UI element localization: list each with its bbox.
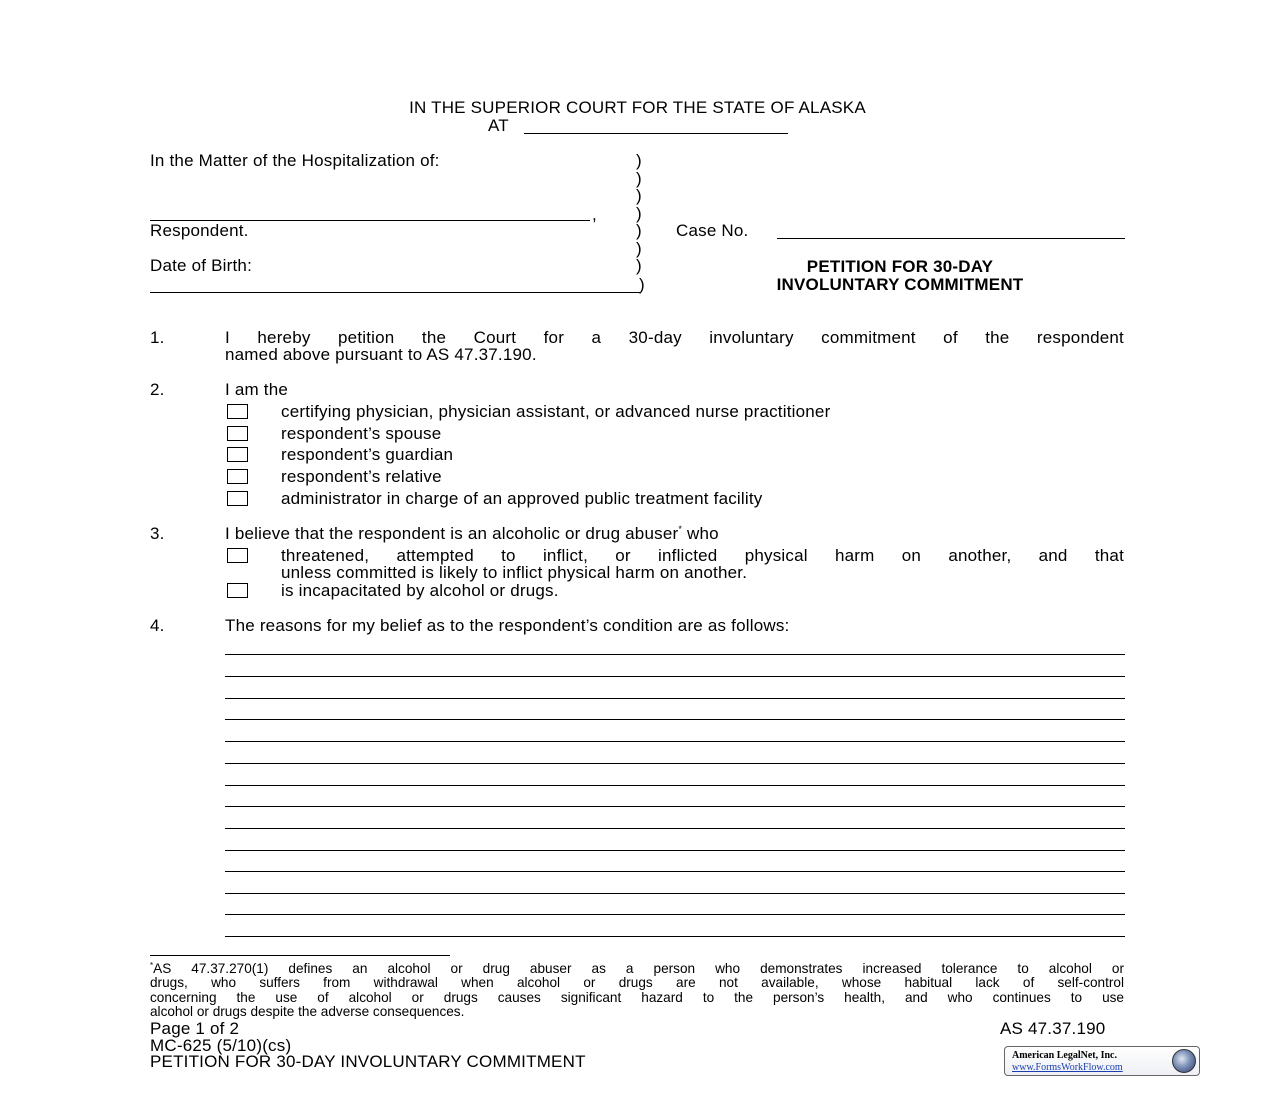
footnote-marker: * (678, 524, 683, 534)
dob-label: Date of Birth: (150, 256, 253, 275)
footnote-asterisk: * (150, 961, 154, 970)
at-label: AT (488, 116, 509, 135)
option-checkbox[interactable] (227, 447, 248, 462)
publisher-url[interactable]: www.FormsWorkFlow.com (1012, 1062, 1123, 1073)
item-number: 2. (150, 380, 165, 399)
option-label: administrator in charge of an approved public treatment facility (281, 489, 763, 508)
footer-form-title: PETITION FOR 30-DAY INVOLUNTARY COMMITMENT (150, 1052, 586, 1071)
footnote-line4: alcohol or drugs despite the adverse consequences. (150, 1004, 465, 1019)
option-checkbox[interactable] (227, 426, 248, 441)
reason-line[interactable] (225, 785, 1125, 786)
comma: , (592, 205, 597, 224)
reason-line[interactable] (225, 914, 1125, 915)
paren: ) (636, 256, 642, 275)
paren: ) (636, 221, 642, 240)
item3-intro-suffix: who (682, 524, 719, 543)
reason-line[interactable] (225, 850, 1125, 851)
option-label: respondent’s guardian (281, 445, 454, 464)
option-label: certifying physician, physician assistant, or advanced nurse practitioner (281, 402, 831, 421)
court-heading: IN THE SUPERIOR COURT FOR THE STATE OF ALASKA (409, 98, 866, 117)
item3-intro-text: I believe that the respondent is an alcoholic or drug abuser (225, 524, 679, 543)
reason-line[interactable] (225, 806, 1125, 807)
matter-label: In the Matter of the Hospitalization of: (150, 151, 440, 170)
case-no-field[interactable] (777, 238, 1125, 239)
footer-statute: AS 47.37.190 (1000, 1019, 1106, 1038)
reason-line[interactable] (225, 741, 1125, 742)
item-number: 4. (150, 616, 165, 635)
page-number: Page 1 of 2 (150, 1019, 240, 1038)
paren: ) (636, 239, 642, 258)
item-number: 3. (150, 524, 165, 543)
paren: ) (636, 204, 642, 223)
dob-field[interactable] (150, 292, 640, 293)
reason-line[interactable] (225, 828, 1125, 829)
option-checkbox[interactable] (227, 491, 248, 506)
form-title-line2: INVOLUNTARY COMMITMENT (776, 275, 1024, 294)
option-checkbox[interactable] (227, 404, 248, 419)
footnote-line2: drugs, who suffers from withdrawal when alcohol or drugs are not available, whose habitual lack of self-control (150, 975, 1124, 990)
item1-text-line2: named above pursuant to AS 47.37.190. (225, 345, 537, 364)
reason-line[interactable] (225, 871, 1125, 872)
item3-option1-line1: threatened, attempted to inflict, or inflicted physical harm on another, and that (281, 546, 1124, 565)
option-checkbox[interactable] (227, 583, 248, 598)
reason-line[interactable] (225, 676, 1125, 677)
item3-intro (225, 524, 719, 544)
item1-text-line1: I hereby petition the Court for a 30-day involuntary commitment of the respondent (225, 328, 1124, 347)
respondent-label: Respondent. (150, 221, 249, 240)
case-no-label: Case No. (676, 221, 749, 240)
paren: ) (636, 186, 642, 205)
item-number: 1. (150, 328, 165, 347)
item3-option2: is incapacitated by alcohol or drugs. (281, 581, 559, 600)
globe-icon (1172, 1049, 1196, 1073)
publisher-name: American LegalNet, Inc. (1012, 1050, 1117, 1061)
paren: ) (636, 151, 642, 170)
paren: ) (636, 169, 642, 188)
reason-line[interactable] (225, 936, 1125, 937)
publisher-logo[interactable] (1004, 1046, 1200, 1076)
footnote-divider (150, 955, 450, 956)
reason-line[interactable] (225, 893, 1125, 894)
footnote-line3: concerning the use of alcohol or drugs causes significant hazard to the person’s health, and who continues to use (150, 990, 1124, 1005)
paren: ) (639, 275, 645, 294)
at-location-field[interactable] (524, 133, 788, 134)
form-title-line1: PETITION FOR 30-DAY (806, 257, 994, 276)
option-label: respondent’s relative (281, 467, 442, 486)
item2-intro: I am the (225, 380, 289, 399)
option-label: respondent’s spouse (281, 424, 442, 443)
reason-line[interactable] (225, 698, 1125, 699)
reason-line[interactable] (225, 719, 1125, 720)
item4-text: The reasons for my belief as to the respondent’s condition are as follows: (225, 616, 790, 635)
option-checkbox[interactable] (227, 548, 248, 563)
reason-line[interactable] (225, 654, 1125, 655)
form-number: MC-625 (5/10)(cs) (150, 1036, 292, 1055)
item3-option1-line2: unless committed is likely to inflict physical harm on another. (281, 563, 748, 582)
reason-line[interactable] (225, 763, 1125, 764)
footnote-line1-text: AS 47.37.270(1) defines an alcohol or drug abuser as a person who demonstrates increased tolerance to alcohol or (153, 961, 1124, 976)
option-checkbox[interactable] (227, 469, 248, 484)
